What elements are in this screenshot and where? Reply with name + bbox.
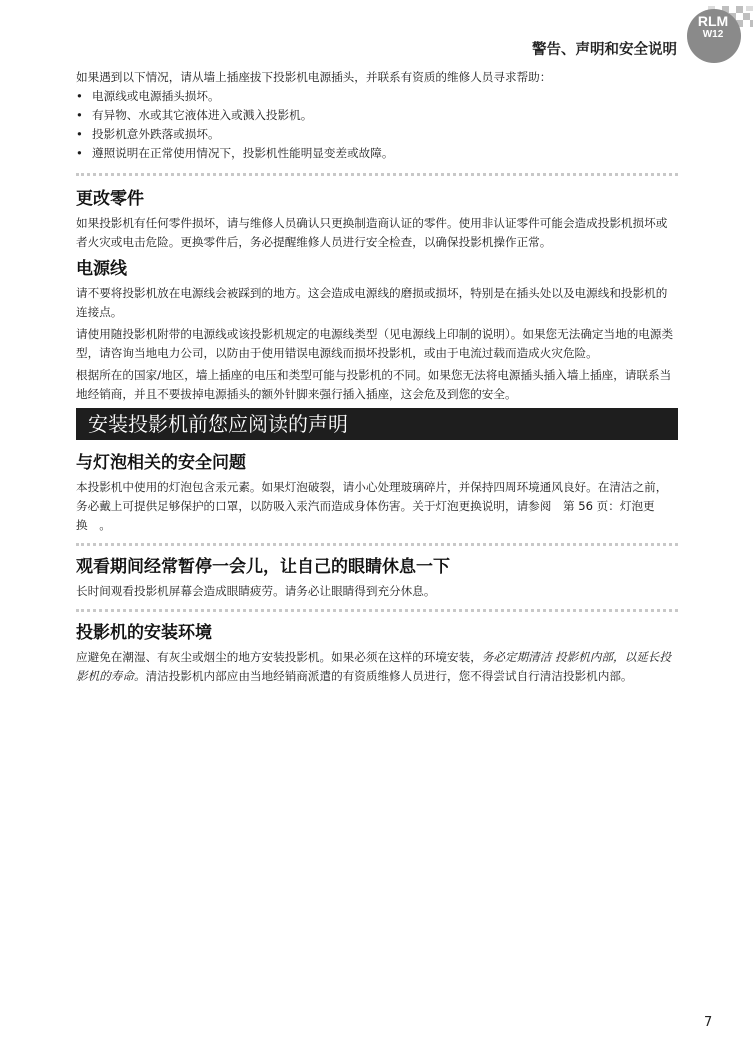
- power-cord-paragraph: 根据所在的国家/地区，墙上插座的电压和类型可能与投影机的不同。如果您无法将电源插头插入墙上插座，请联系当地经销商，并且不要拔掉电源插头的额外针脚来强行插入插座，这会危及到您的安全。: [76, 368, 672, 401]
- section-divider: [76, 609, 678, 612]
- intro-bullet: • 有异物、水或其它液体进入或溅入投影机。: [76, 106, 678, 125]
- parts-text: 如果投影机有任何零件损坏，请与维修人员确认只更换制造商认证的零件。使用非认证零件可能会造成投影机损坏或者火灾或电击危险。更换零件后，务必提醒维修人员进行安全检查，以确保投影机操作正常。: [76, 216, 668, 249]
- page-header-title: 警告、声明和安全说明: [532, 42, 677, 58]
- environment-text-end: 清洁投影机内部应由当地经销商派遣的有资质维修人员进行，您不得尝试自行清洁投影机内部。: [145, 669, 633, 683]
- power-cord-paragraph: 请使用随投影机附带的电源线或该投影机规定的电源线类型（见电源线上印制的说明）。如果您无法确定当地的电源类型，请咨询当地电力公司，以防由于使用错误电源线而损坏投影机，或由于电流过载而造成火灾危险。: [76, 327, 674, 360]
- intro-bullet: • 遵照说明在正常使用情况下，投影机性能明显变差或故障。: [76, 144, 678, 163]
- environment-text-start: 应避免在潮湿、有灰尘或烟尘的地方安装投影机。如果必须在这样的环境安装，: [76, 650, 482, 664]
- intro-bullet: • 投影机意外跌落或损坏。: [76, 125, 678, 144]
- badge-code: RLM: [697, 13, 729, 29]
- intro-bullet-list: [76, 87, 678, 163]
- environment-heading: 投影机的安装环境: [76, 623, 212, 643]
- lamp-text: 本投影机中使用的灯泡包含汞元素。如果灯泡破裂，请小心处理玻璃碎片，并保持四周环境通风良好。在清洁之前，务必戴上可提供足够保护的口罩，以防吸入汞汽而造成身体伤害。关于灯泡更换说明，请参阅 第 56 页：灯泡更换 。: [76, 480, 668, 532]
- section-divider: [76, 543, 678, 546]
- parts-heading: 更改零件: [76, 189, 144, 209]
- eyes-text: 长时间观看投影机屏幕会造成眼睛疲劳。请务必让眼睛得到充分休息。: [76, 584, 436, 598]
- lamp-heading: 与灯泡相关的安全问题: [76, 453, 246, 473]
- eyes-heading: 观看期间经常暂停一会儿，让自己的眼睛休息一下: [76, 557, 450, 577]
- section-divider: [76, 173, 678, 176]
- page-content: [76, 68, 678, 686]
- power-cord-paragraph: 请不要将投影机放在电源线会被踩到的地方。这会造成电源线的磨损或损坏，特别是在插头处以及电源线和投影机的连接点。: [76, 286, 668, 319]
- badge-sub: W12: [702, 29, 724, 40]
- header-badge-label: [693, 14, 733, 40]
- section-banner: 安装投影机前您应阅读的声明: [76, 408, 678, 440]
- intro-text: 如果遇到以下情况，请从墙上插座拔下投影机电源插头，并联系有资质的维修人员寻求帮助：: [76, 70, 552, 84]
- page-number: 7: [704, 1015, 713, 1030]
- environment-text: [76, 648, 678, 686]
- power-cord-heading: 电源线: [76, 259, 127, 279]
- environment-text-emphasis: 务必定期清洁 投影机内部，以延长投影机的寿命。: [76, 650, 671, 683]
- intro-bullet: • 电源线或电源插头损坏。: [76, 87, 678, 106]
